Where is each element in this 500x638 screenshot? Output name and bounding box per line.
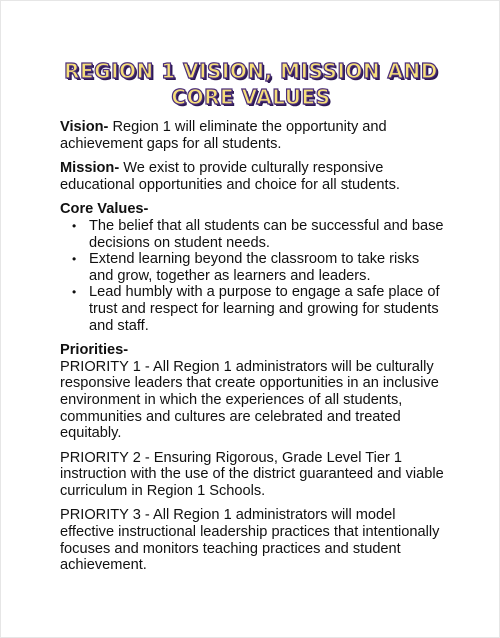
mission-label: Mission- xyxy=(60,160,120,177)
core-value-text: The belief that all students can be successful and base decisions on student needs. xyxy=(89,217,444,251)
list-item xyxy=(60,251,445,284)
priorities-heading: Priorities- xyxy=(60,342,129,359)
bullet-icon: • xyxy=(72,285,77,300)
priority-3: PRIORITY 3 - All Region 1 administrators will model effective instructional leadership practices that intentionally focuses and monitors teaching practices and student achievement. xyxy=(60,507,440,574)
bullet-icon: • xyxy=(72,252,77,267)
core-values-heading: Core Values- xyxy=(60,201,149,218)
document-body xyxy=(60,119,445,582)
core-value-text: Lead humbly with a purpose to engage a safe place of trust and respect for learning and growing for students and staff. xyxy=(89,284,440,334)
mission-text: We exist to provide culturally responsive educational opportunities and choice for all students. xyxy=(60,160,400,193)
vision-label: Vision- xyxy=(60,119,109,135)
bullet-icon: • xyxy=(72,218,77,233)
list-item xyxy=(60,218,445,251)
priority-1: PRIORITY 1 - All Region 1 administrators will be culturally responsive leaders that create opportunities in an inclusive environment in which the experiences of all students, communities and cultures are celebrated and treated equitably. xyxy=(60,358,439,442)
list-item xyxy=(60,284,445,334)
vision-text: Region 1 will eliminate the opportunity and achievement gaps for all students. xyxy=(60,119,387,152)
core-value-text: Extend learning beyond the classroom to take risks and grow, together as learners and leaders. xyxy=(89,251,420,284)
vision-paragraph xyxy=(60,119,445,152)
core-values-list xyxy=(60,218,445,334)
page-title: REGION 1 VISION, MISSION AND CORE VALUES xyxy=(64,59,438,109)
priority-2: PRIORITY 2 - Ensuring Rigorous, Grade Level Tier 1 instruction with the use of the district guaranteed and viable curriculum in Region 1 Schools. xyxy=(60,449,444,499)
mission-paragraph xyxy=(60,160,445,193)
